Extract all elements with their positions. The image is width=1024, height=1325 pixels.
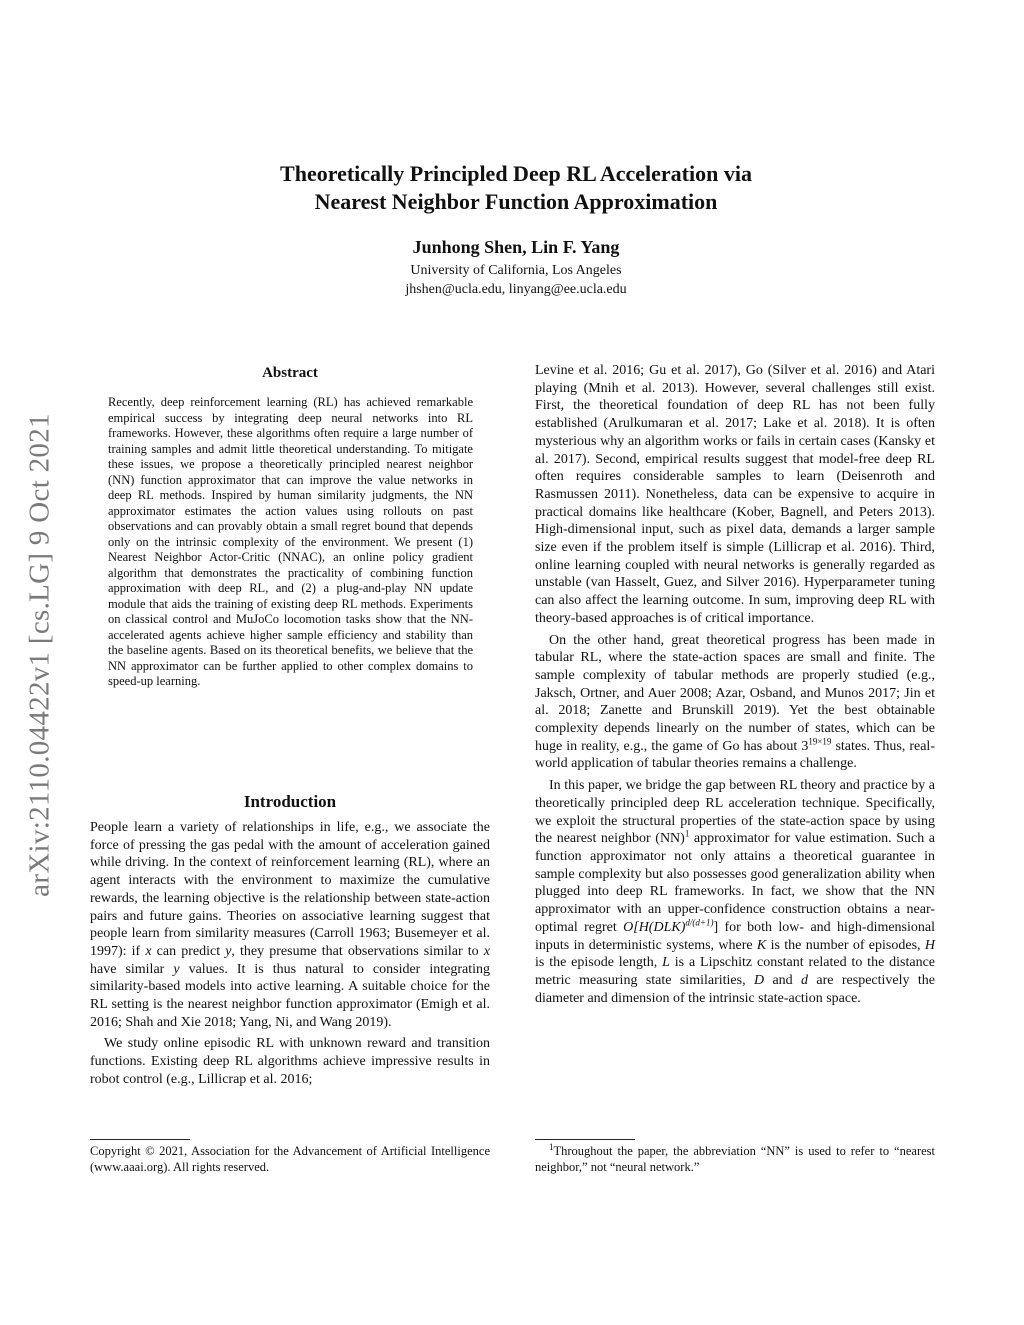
footnote-rule bbox=[535, 1139, 635, 1140]
footnote-marker: 1 bbox=[684, 828, 690, 839]
intro-paragraph-2: We study online episodic RL with unknown reward and transition functions. Existing deep RL algorithms achieve impressive results in robot control (e.g., Lillicrap et al. 2016; bbox=[90, 1036, 490, 1087]
abstract-text bbox=[108, 395, 473, 690]
intro-paragraph-1: People learn a variety of relationships in life, e.g., we associate the force of pressing the gas pedal with the amount of acceleration gained while driving. In the context of reinforcement learning (RL), where an agent interacts with the environment to maximize the cumulative rewards, the learning objective is the relationship between state-action pairs and future gains. Theories on associative learning suggest that people learn from similarity measures (Carroll 1963; Busemeyer et al. 1997): if x can predict y, they presume that observations similar to x have similar y values. It is thus natural to consider integrating similarity-based models into active learning. A suitable choice for the RL setting is the nearest neighbor function approximator (Emigh et al. 2016; Shah and Xie 2018; Yang, Ni, and Wang 2019). bbox=[90, 820, 491, 1030]
copyright-rule bbox=[90, 1139, 190, 1140]
title-line-2: Nearest Neighbor Function Approximation bbox=[314, 189, 718, 214]
intro-paragraph-2-continued: Levine et al. 2016; Gu et al. 2017), Go (Silver et al. 2016) and Atari playing (Mnih et al. 2013). However, several challenges still exist. First, the theoretical foundation of deep RL has not been fully established (Arulkumaran et al. 2017; Lake et al. 2018). It is often mysterious why an algorithm works or fails in certain cases (Kansky et al. 2017). Second, empirical results suggest that model-free deep RL often requires considerable samples to learn (Deisenroth and Rasmussen 2011). Nonetheless, data can be expensive to acquire in practical domains like healthcare (Kober, Bagnell, and Peters 2013). High-dimensional input, such as pixel data, demands a larger sample size even if the problem itself is simple (Lillicrap et al. 2016). Third, online learning coupled with neural networks is generally regarded as unstable (van Hasselt, Guez, and Silver 2016). Hyperparameter tuning can also affect the learning outcome. In sum, improving deep RL with theory-based approaches is of critical importance. bbox=[535, 363, 935, 626]
affiliation: University of California, Los Angeles bbox=[410, 263, 622, 278]
footnote-text: $^1$Throughout the paper, the abbreviation “NN” is used to refer to “nearest neighbor,” not “neural network.” bbox=[535, 1141, 935, 1174]
copyright-notice: Copyright © 2021, Association for the Advancement of Artificial Intelligence (www.aaai.org). All rights reserved. bbox=[90, 1144, 490, 1174]
intro-paragraph-4: In this paper, we bridge the gap between RL theory and practice by a theoretically principled deep RL acceleration technique. Specifically, we exploit the structural properties of the state-action space by using the nearest neighbor (NN)$^1$ approximator for value estimation. Such a function approximator not only attains a theoretical guarantee in sample complexity but also possesses good generalization ability when plugged into deep RL frameworks. In fact, we show that the NN approximator with an upper-confidence construction obtains a near-optimal regret O[H(DLK)$^{d/(d+1)}$] for both low- and high-dimensional inputs in deterministic systems, where K is the number of episodes, H is the episode length, L is a Lipschitz constant related to the distance metric measuring state similarities, D and d are respectively the diameter and dimension of the intrinsic state-action space. bbox=[535, 778, 936, 1006]
author-emails: jhshen@ucla.edu, linyang@ee.ucla.edu bbox=[405, 282, 627, 297]
abstract-paragraph: Recently, deep reinforcement learning (RL) has achieved remarkable empirical success by integrating deep neural networks into RL frameworks. However, these algorithms often require a large number of training samples and admit little theoretical understanding. To mitigate these issues, we propose a theoretically principled nearest neighbor (NN) function approximator that can improve the value networks in deep RL methods. Inspired by human similarity judgments, the NN approximator estimates the action values using rollouts on past observations and can provably obtain a small regret bound that depends only on the intrinsic complexity of the environment. We present (1) Nearest Neighbor Actor-Critic (NNAC), an online policy gradient algorithm that demonstrates the practicality of combining function approximation with deep RL, and (2) a plug-and-play NN update module that aids the training of existing deep RL methods. Experiments on classical control and MuJoCo locomotion tasks show that the NN-accelerated agents achieve higher sample efficiency and stability than the baseline agents. Based on its theoretical benefits, we believe that the NN approximator can be further applied to other complex domains to speed-up learning. bbox=[108, 395, 473, 688]
right-column-body bbox=[535, 362, 935, 1007]
arxiv-stamp: arXiv:2110.04422v1 [cs.LG] 9 Oct 2021 bbox=[23, 413, 56, 897]
author-list: Junhong Shen, Lin F. Yang bbox=[412, 237, 620, 257]
footnote bbox=[535, 1143, 935, 1175]
paper-title bbox=[150, 160, 882, 216]
arxiv-sidebar bbox=[0, 365, 80, 945]
left-column-body bbox=[90, 819, 490, 1089]
abstract-heading: Abstract bbox=[262, 365, 318, 381]
title-line-1: Theoretically Principled Deep RL Acceleration via bbox=[280, 161, 752, 186]
introduction-heading: Introduction bbox=[243, 792, 337, 811]
intro-paragraph-3: On the other hand, great theoretical progress has been made in tabular RL, where the state-action spaces are small and finite. The sample complexity of tabular methods are properly studied (e.g., Jaksch, Ortner, and Auer 2008; Azar, Osband, and Munos 2017; Jin et al. 2018; Zanette and Brunskill 2019). Yet the best obtainable complexity depends linearly on the number of states, which can be huge in reality, e.g., the game of Go has about $3^{19\times 19}$ states. Thus, real-world application of tabular theories remains a challenge. bbox=[535, 632, 935, 772]
